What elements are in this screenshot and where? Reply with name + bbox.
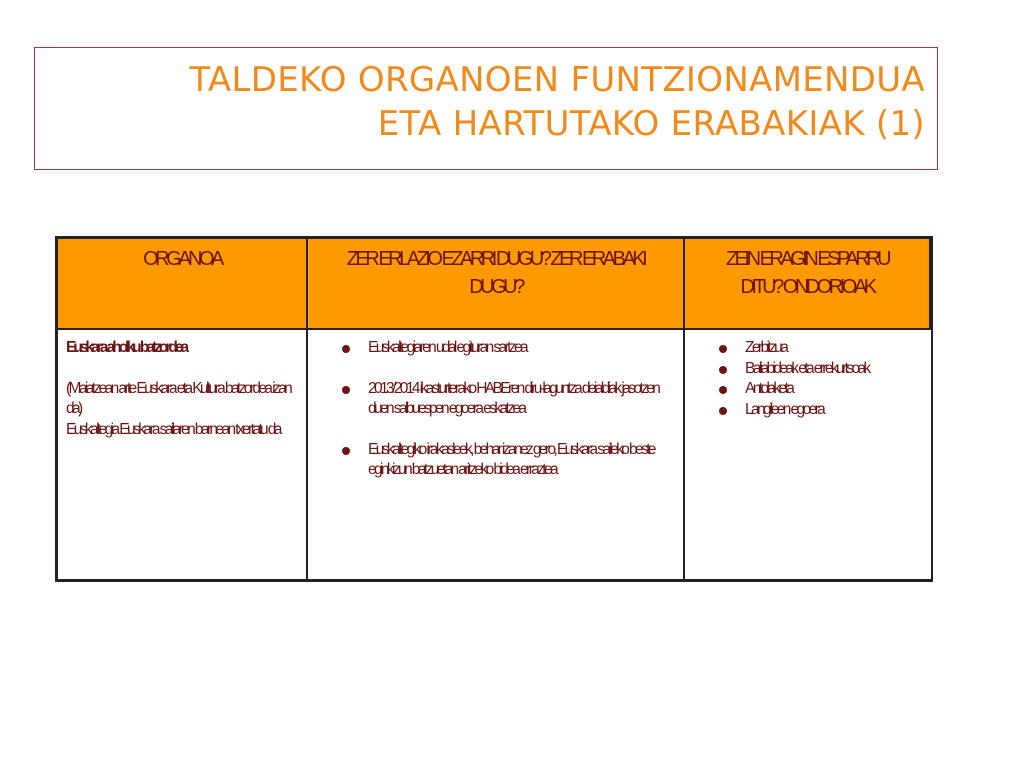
organ-note: (Maiatzean arte Euskara eta Kultura batzordea izan da) [66,379,291,417]
consequence-item: Antolaketa [715,379,923,400]
consequence-item: Baliabideak eta errekurtsoak [715,359,923,380]
decisions-list [338,338,675,481]
header-organoa: ORGANOA [58,239,308,330]
decision-item: 2013/2014 ikasturterako HABEren diru-laguntza deialdiak jasotzen duen salbuespen egoera eskatzea [338,379,675,420]
consequences-list [715,338,923,420]
decisions-table [55,236,933,582]
decision-item: Euskaltegiko irakasleek, behar izanez gero, Euskara saileko beste eginkizun batzuetan aritzeko bidea erraztea [338,440,675,481]
consequences-cell [685,330,931,579]
title-box [34,47,938,170]
decisions-cell [308,330,685,579]
decision-item: Euskaltegiaren udal egituran sartzea [338,338,675,359]
page-title-line-1: TALDEKO ORGANOEN FUNTZIONAMENDUA [189,60,925,100]
organ-name: Euskara aholku batzordea [66,339,187,356]
consequence-item: Langileen egoera [715,400,923,421]
header-ondorioak: ZEIN ERAGIN ESPARRU DITU? ONDORIOAK [685,239,931,330]
organ-note-2: Euskaltegia Euskara sailaren barnean txertatu da [66,420,280,438]
header-erabakiak: ZER ERLAZIO EZARRI DUGU? ZER ERABAKI DUGU? [308,239,685,330]
organ-cell [58,330,308,579]
page-title-line-2: ETA HARTUTAKO ERABAKIAK (1) [377,104,925,144]
consequence-item: Zerbitzua [715,338,923,359]
